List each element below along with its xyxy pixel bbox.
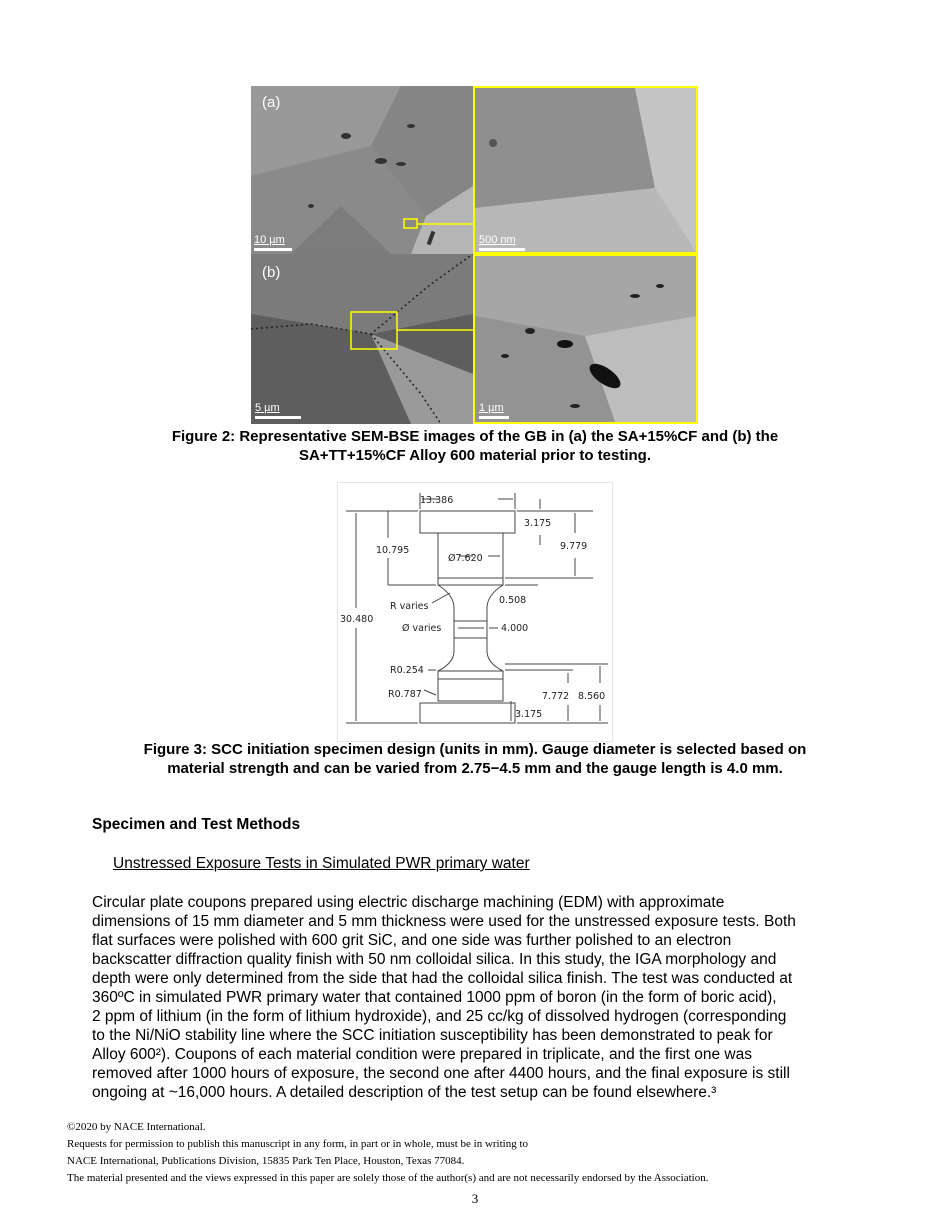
paragraph-line: dimensions of 15 mm diameter and 5 mm thickness were used for the unstressed exposure tests. Both (92, 913, 796, 930)
dim-shoulder-height: 10.795 (376, 545, 410, 556)
paragraph-line: ongoing at ~16,000 hours. A detailed description of the test setup can be found elsewhere.³ (92, 1084, 717, 1101)
sem-panel-b-zoom (473, 254, 698, 424)
figure-3-specimen-drawing (337, 482, 613, 742)
panel-a-label: (a) (262, 94, 281, 111)
figure-3-caption-line2: material strength and can be varied from 2.75−4.5 mm and the gauge length is 4.0 mm. (167, 760, 783, 777)
figure-2-caption-line1: Figure 2: Representative SEM-BSE images of the GB in (a) the SA+15%CF and (b) the (171, 428, 779, 445)
paragraph-line: depth were only determined from the side that had the colloidal silica finish. The test was conducted at (92, 970, 793, 987)
dim-radius-1: R0.254 (390, 665, 424, 676)
footer-address: NACE International, Publications Division, 15835 Park Ten Place, Houston, Texas 77084. (67, 1155, 465, 1167)
sem-panel-a-overview (251, 86, 473, 254)
panel-b-label: (b) (262, 264, 281, 281)
specimen-drawing-svg (338, 483, 612, 741)
panel-a-zoom-scale-label: 500 nm (479, 234, 516, 246)
sem-precipitates-zoom-b (475, 256, 696, 422)
footer-copyright: ©2020 by NACE International. (67, 1121, 206, 1133)
footer-permission: Requests for permission to publish this manuscript in any form, in part or in whole, must be in writing to (67, 1138, 529, 1150)
dim-radius-2: R0.787 (388, 689, 422, 700)
sem-grain-texture-b (251, 254, 473, 424)
dim-gauge-length: 4.000 (501, 623, 529, 634)
figure-3-caption (95, 740, 855, 778)
figure-2-caption (95, 427, 855, 465)
figure-2-caption-line2: SA+TT+15%CF Alloy 600 material prior to testing. (298, 447, 652, 464)
section-subheading: Unstressed Exposure Tests in Simulated PWR primary water (113, 855, 530, 872)
panel-a-scalebar (254, 248, 292, 251)
footer-disclaimer: The material presented and the views expressed in this paper are solely those of the author(s) and are not necessarily endorsed by the Association. (67, 1172, 709, 1184)
page-number: 3 (471, 1191, 479, 1206)
paragraph-line: flat surfaces were polished with 600 grit SiC, and one side was further polished to an electron (92, 932, 732, 949)
section-heading: Specimen and Test Methods (92, 816, 301, 833)
body-paragraph (92, 893, 860, 1102)
dim-upper-height: 9.779 (560, 541, 588, 552)
paragraph-line: backscatter diffraction quality finish with 50 nm colloidal silica. In this study, the IGA morphology and (92, 951, 777, 968)
dim-shoulder-diameter: Ø7.620 (448, 553, 483, 564)
dim-top-thickness: 3.175 (524, 518, 552, 529)
paragraph-line: to the Ni/NiO stability line where the SCC initiation susceptibility has been demonstrated to peak for (92, 1027, 773, 1044)
sem-grain-texture-a (251, 86, 473, 254)
dim-lower-height: 7.772 (542, 691, 570, 702)
dim-r-varies: R varies (390, 601, 429, 612)
paragraph-line: Circular plate coupons prepared using electric discharge machining (EDM) with approximate (92, 894, 725, 911)
paragraph-line: 2 ppm of lithium (in the form of lithium hydroxide), and 25 cc/kg of dissolved hydrogen (corresponding (92, 1008, 787, 1025)
panel-b-zoom-scale-label: 1 µm (479, 402, 504, 414)
panel-b-scalebar (255, 416, 301, 419)
paragraph-line: removed after 1000 hours of exposure, the second one after 4400 hours, and the final exposure is still (92, 1065, 790, 1082)
paragraph-line: Alloy 600²). Coupons of each material condition were prepared in triplicate, and the first one was (92, 1046, 752, 1063)
dim-bottom-thickness: 3.175 (515, 709, 543, 720)
panel-a-zoom-scalebar (479, 248, 525, 251)
dim-top-width: 13.386 (420, 495, 454, 506)
panel-b-scale-label: 5 µm (255, 402, 280, 414)
sem-panel-b-overview (251, 254, 473, 424)
figure-3-caption-line1: Figure 3: SCC initiation specimen design (units in mm). Gauge diameter is selected based on (143, 741, 807, 758)
dim-diameter-varies: Ø varies (402, 623, 442, 634)
paragraph-line: 360ºC in simulated PWR primary water that contained 1000 ppm of boron (in the form of boric acid), (92, 989, 777, 1006)
dim-total-height: 30.480 (340, 614, 374, 625)
sem-grain-zoom-a (475, 88, 696, 252)
panel-b-zoom-scalebar (479, 416, 509, 419)
dim-step: 0.508 (499, 595, 527, 606)
sem-panel-a-zoom (473, 86, 698, 254)
figure-2-sem-images (251, 86, 698, 424)
dim-lower-total: 8.560 (578, 691, 606, 702)
panel-a-scale-label: 10 µm (254, 234, 285, 246)
